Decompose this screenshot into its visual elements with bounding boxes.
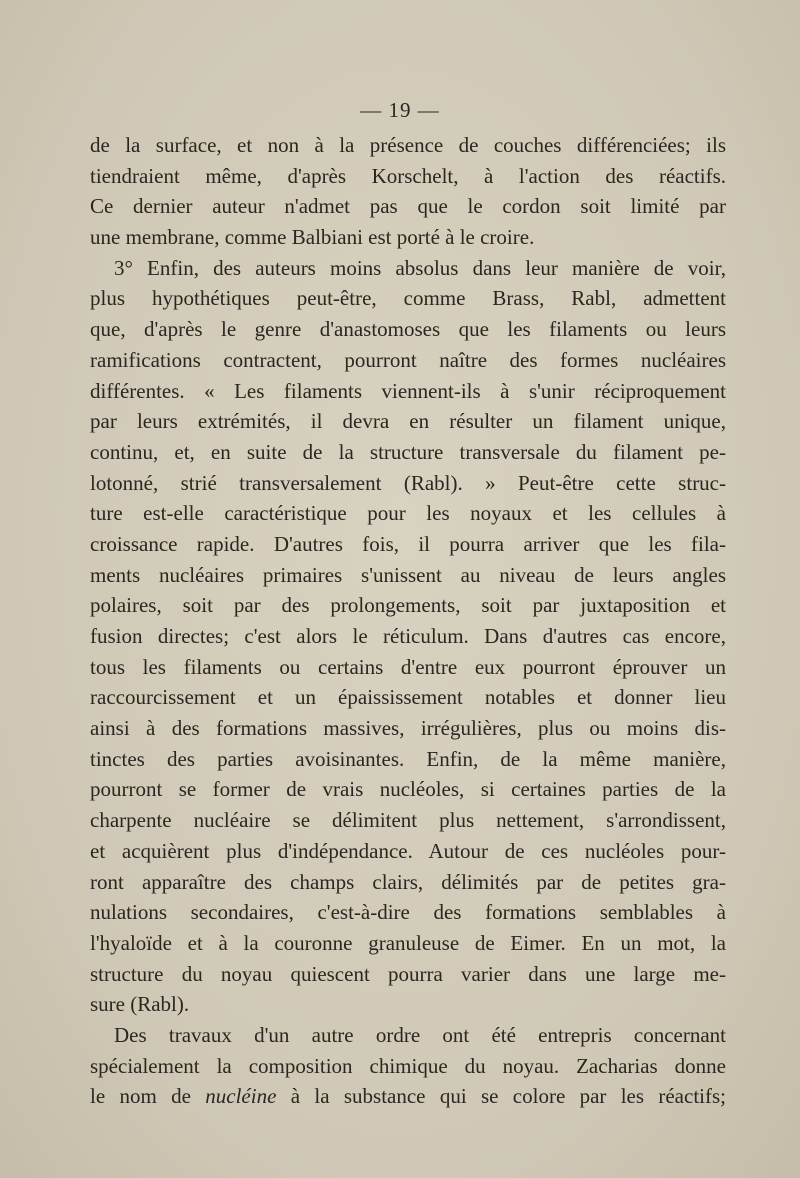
text-line: et acquièrent plus d'indépendance. Autour de ces nucléoles pour- [90, 838, 726, 863]
text-line: pourront se former de vrais nucléoles, si certaines parties de la [90, 777, 726, 802]
page-number: — 19 — [360, 98, 440, 122]
text-line: l'hyaloïde et à la couronne granuleuse de Eimer. En un mot, la [90, 930, 726, 955]
body-text [90, 130, 726, 1112]
text-line: ainsi à des formations massives, irrégulières, plus ou moins dis- [90, 716, 726, 741]
text-line: raccourcissement et un épaississement notables et donner lieu [90, 685, 726, 710]
text-line: spécialement la composition chimique du noyau. Zacharias donne [90, 1053, 726, 1078]
text-line: polaires, soit par des prolongements, soit par juxtaposition et [90, 593, 726, 618]
text-line: lotonné, strié transversalement (Rabl). » Peut-être cette struc- [90, 470, 726, 495]
text-line: tiendraient même, d'après Korschelt, à l'action des réactifs. [90, 163, 726, 188]
text-line: une membrane, comme Balbiani est porté à le croire. [90, 225, 535, 250]
text-line: ront apparaître des champs clairs, délimités par de petites gra- [90, 869, 726, 894]
text-line: que, d'après le genre d'anastomoses que les filaments ou leurs [90, 317, 726, 342]
text-line: ramifications contractent, pourront naître des formes nucléaires [90, 347, 726, 372]
text-line: sure (Rabl). [90, 992, 190, 1017]
text-line: 3° Enfin, des auteurs moins absolus dans leur manière de voir, [114, 255, 726, 280]
text-line: Ce dernier auteur n'admet pas que le cordon soit limité par [90, 194, 726, 219]
text-line [90, 1081, 726, 1112]
text-line: nulations secondaires, c'est-à-dire des formations semblables à [90, 900, 726, 925]
text-line: charpente nucléaire se délimitent plus nettement, s'arrondissent, [90, 808, 726, 833]
text-line: par leurs extrémités, il devra en résulter un filament unique, [90, 409, 726, 434]
text-line: structure du noyau quiescent pourra varier dans une large me- [90, 961, 726, 986]
text-line: fusion directes; c'est alors le réticulum. Dans d'autres cas encore, [90, 624, 726, 648]
text-line: de la surface, et non à la présence de couches différenciées; ils [90, 133, 726, 157]
text-segment: le nom de [90, 1084, 206, 1109]
text-line: différentes. « Les filaments viennent-ils à s'unir réciproquement [90, 378, 726, 403]
text-segment: à la substance qui se colore par les réactifs; [276, 1084, 726, 1109]
text-line: continu, et, en suite de la structure transversale du filament pe- [90, 439, 726, 464]
text-line: tous les filaments ou certains d'entre eux pourront éprouver un [90, 654, 726, 679]
text-line: croissance rapide. D'autres fois, il pourra arriver que les fila- [90, 531, 726, 556]
italic-term: nucléine [205, 1084, 277, 1109]
text-line: Des travaux d'un autre ordre ont été entrepris concernant [114, 1022, 726, 1047]
text-line: plus hypothétiques peut-être, comme Brass, Rabl, admettent [90, 286, 726, 311]
text-line: tinctes des parties avoisinantes. Enfin, de la même manière, [90, 746, 726, 771]
text-line: ture est-elle caractéristique pour les noyaux et les cellules à [90, 501, 726, 526]
text-line: ments nucléaires primaires s'unissent au niveau de leurs angles [90, 562, 726, 587]
